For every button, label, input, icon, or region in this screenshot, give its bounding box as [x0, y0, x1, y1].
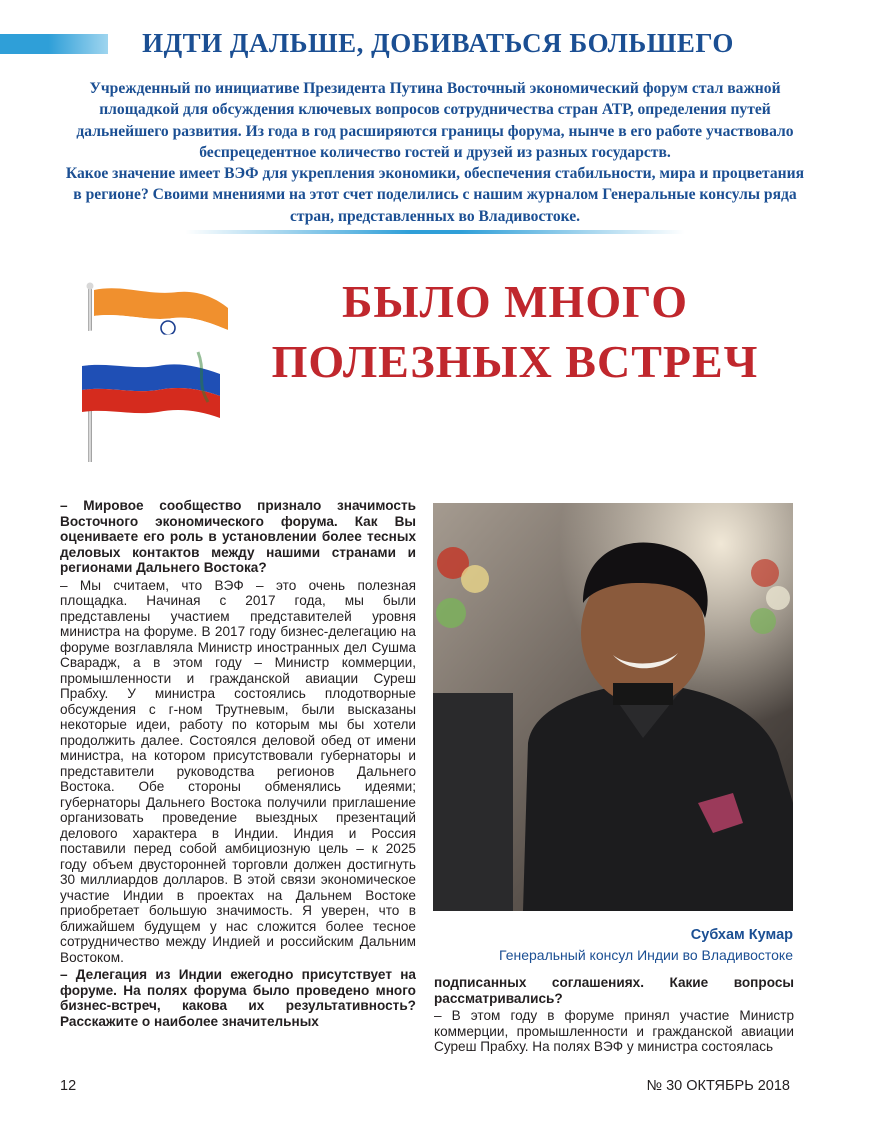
photo-caption-role: Генеральный консул Индии во Владивостоке	[499, 947, 793, 963]
header-accent-bar	[0, 34, 108, 54]
interview-answer: – Мы считаем, что ВЭФ – это очень полезная площадка. Начиная с 2017 года, мы были представлены участием представителей уровня министра на форуме. В 2017 году бизнес-делегацию на форуме возглавляла Министр иностранных дел Сушма Сварадж, а в этом году – Министр коммерции, промышленности и гражданской авиации Суреш Прабху. У министра состоялись плодотворные обсуждения с г-ном Трутневым, были высказаны некоторые идеи, работу по которым мы бы хотели продолжить далее. Состоялся деловой обед от имени министра, на котором присутствовали губернаторы и представители руководства регионов Дальнего Востока. Обе стороны обменялись идеями; губернаторы Дальнего Востока получили приглашение организовать проведение выездных презентаций делового характера в Индии. Индия и Россия поставили перед собой амбициозную цель – к 2025 году объем двусторонней торговли должен достигнуть 30 миллиардов долларов. В этой связи экономическое участие Индии в проектах на Дальнем Востоке приобретает большую значимость. Я уверен, что в ближайшем будущем у нас сложится более тесное сотрудничество между Индией и российским Дальним Востоком.	[60, 577, 416, 965]
intro-paragraph: Какое значение имеет ВЭФ для укрепления экономики, обеспечения стабильности, мира и процветания в регионе? Своими мнениями на этот счет поделились с нашим журналом Генеральные консулы ряда стран, представленных во Владивостоке.	[65, 165, 805, 225]
article-column-left	[60, 498, 416, 1031]
intro-lead	[60, 78, 810, 227]
consul-portrait-photo	[433, 503, 793, 911]
intro-divider	[185, 230, 685, 234]
intro-paragraph: Учрежденный по инициативе Президента Путина Восточный экономический форум стал важной площадкой для обсуждения ключевых вопросов сотрудничества стран АТР, определения путей дальнейшего развития. Из года в год расширяются границы форума, нынче в его работе участвовало беспрецедентное количество гостей и друзей из разных государств.	[76, 80, 794, 161]
interview-answer: – В этом году в форуме принял участие Министр коммерции, промышленности и гражданской авиации Суреш Прабху. На полях ВЭФ у министра состоялась	[434, 1008, 794, 1054]
page-number: 12	[60, 1078, 77, 1094]
article-column-right	[434, 975, 794, 1057]
headline-line: БЫЛО МНОГО	[341, 276, 688, 327]
section-title: ИДТИ ДАЛЬШЕ, ДОБИВАТЬСЯ БОЛЬШЕГО	[142, 28, 734, 58]
article-headline	[270, 272, 760, 392]
interview-question: подписанных соглашениях. Какие вопросы рассматривались?	[434, 975, 794, 1006]
issue-info: № 30 ОКТЯБРЬ 2018	[646, 1078, 790, 1094]
interview-question: – Мировое сообщество признало значимость Восточного экономического форума. Как Вы оцениваете его роль в установлении более тесных деловых контактов между нашими странами и регионами Дальнего Востока?	[60, 498, 416, 575]
photo-caption-name: Субхам Кумар	[690, 927, 793, 943]
india-russia-flags-image	[78, 282, 238, 462]
interview-question: – Делегация из Индии ежегодно присутствует на форуме. На полях форума было проведено много бизнес-встреч, какова их результативность? Расскажите о наиболее значительных	[60, 967, 416, 1029]
headline-line: ПОЛЕЗНЫХ ВСТРЕЧ	[271, 336, 759, 387]
